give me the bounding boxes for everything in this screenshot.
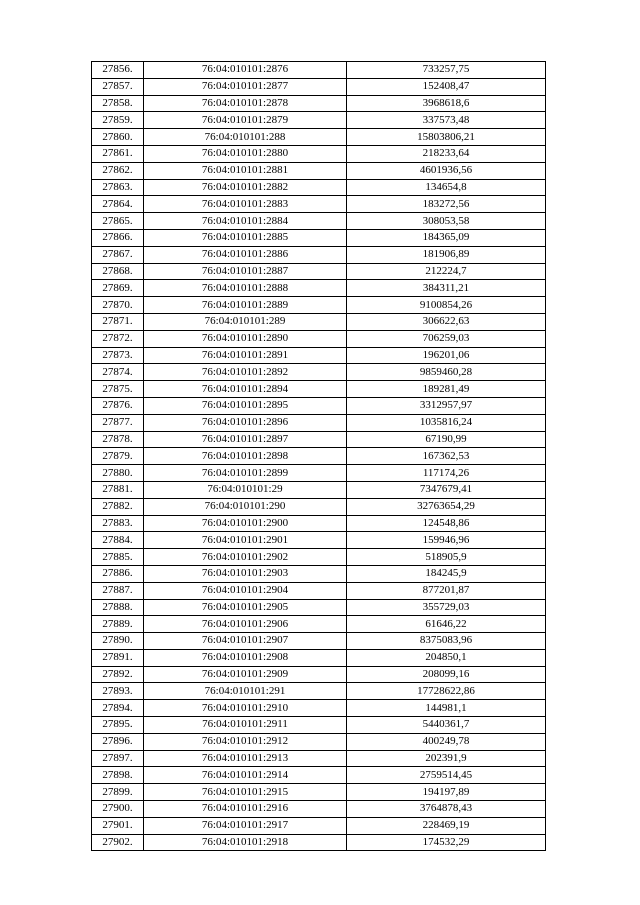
cadastral-number-cell: 76:04:010101:2892 — [144, 364, 347, 381]
cadastral-value-cell: 355729,03 — [347, 599, 546, 616]
row-number-cell: 27856. — [92, 62, 144, 79]
table-row — [92, 498, 546, 515]
row-number-cell: 27884. — [92, 532, 144, 549]
table-row — [92, 263, 546, 280]
cadastral-value-cell: 196201,06 — [347, 347, 546, 364]
table-row — [92, 616, 546, 633]
table-row — [92, 313, 546, 330]
row-number-cell: 27894. — [92, 700, 144, 717]
cadastral-number-cell: 76:04:010101:2890 — [144, 330, 347, 347]
cadastral-value-cell: 134654,8 — [347, 179, 546, 196]
table-row — [92, 767, 546, 784]
row-number-cell: 27881. — [92, 481, 144, 498]
row-number-cell: 27896. — [92, 733, 144, 750]
cadastral-number-cell: 76:04:010101:2879 — [144, 112, 347, 129]
cadastral-value-cell: 189281,49 — [347, 381, 546, 398]
row-number-cell: 27867. — [92, 246, 144, 263]
cadastral-value-cell: 174532,29 — [347, 834, 546, 851]
table-row — [92, 683, 546, 700]
cadastral-value-cell: 159946,96 — [347, 532, 546, 549]
row-number-cell: 27875. — [92, 381, 144, 398]
cadastral-value-cell: 400249,78 — [347, 733, 546, 750]
table-row — [92, 62, 546, 79]
cadastral-number-cell: 76:04:010101:2899 — [144, 465, 347, 482]
cadastral-number-cell: 76:04:010101:2882 — [144, 179, 347, 196]
table-row — [92, 112, 546, 129]
table-row — [92, 733, 546, 750]
table-row — [92, 481, 546, 498]
cadastral-number-cell: 76:04:010101:2917 — [144, 817, 347, 834]
cadastral-value-cell: 32763654,29 — [347, 498, 546, 515]
cadastral-value-cell: 17728622,86 — [347, 683, 546, 700]
cadastral-number-cell: 76:04:010101:2880 — [144, 145, 347, 162]
row-number-cell: 27869. — [92, 280, 144, 297]
cadastral-number-cell: 76:04:010101:2905 — [144, 599, 347, 616]
row-number-cell: 27872. — [92, 330, 144, 347]
row-number-cell: 27882. — [92, 498, 144, 515]
cadastral-number-cell: 76:04:010101:2902 — [144, 549, 347, 566]
table-row — [92, 549, 546, 566]
table-row — [92, 666, 546, 683]
cadastral-value-table — [91, 61, 546, 851]
table-row — [92, 465, 546, 482]
cadastral-number-cell: 76:04:010101:2903 — [144, 565, 347, 582]
cadastral-number-cell: 76:04:010101:2883 — [144, 196, 347, 213]
row-number-cell: 27865. — [92, 213, 144, 230]
row-number-cell: 27868. — [92, 263, 144, 280]
cadastral-value-cell: 306622,63 — [347, 313, 546, 330]
table-row — [92, 834, 546, 851]
table-row — [92, 297, 546, 314]
cadastral-number-cell: 76:04:010101:291 — [144, 683, 347, 700]
cadastral-value-cell: 144981,1 — [347, 700, 546, 717]
cadastral-number-cell: 76:04:010101:2904 — [144, 582, 347, 599]
table-row — [92, 599, 546, 616]
cadastral-number-cell: 76:04:010101:2918 — [144, 834, 347, 851]
row-number-cell: 27861. — [92, 145, 144, 162]
cadastral-number-cell: 76:04:010101:2914 — [144, 767, 347, 784]
row-number-cell: 27876. — [92, 397, 144, 414]
row-number-cell: 27859. — [92, 112, 144, 129]
table-row — [92, 515, 546, 532]
row-number-cell: 27888. — [92, 599, 144, 616]
row-number-cell: 27898. — [92, 767, 144, 784]
row-number-cell: 27860. — [92, 129, 144, 146]
row-number-cell: 27892. — [92, 666, 144, 683]
table-row — [92, 129, 546, 146]
cadastral-value-cell: 518905,9 — [347, 549, 546, 566]
cadastral-number-cell: 76:04:010101:2881 — [144, 162, 347, 179]
cadastral-value-cell: 308053,58 — [347, 213, 546, 230]
cadastral-number-cell: 76:04:010101:2891 — [144, 347, 347, 364]
cadastral-number-cell: 76:04:010101:2898 — [144, 448, 347, 465]
row-number-cell: 27895. — [92, 717, 144, 734]
cadastral-value-cell: 8375083,96 — [347, 633, 546, 650]
table-row — [92, 347, 546, 364]
row-number-cell: 27878. — [92, 431, 144, 448]
cadastral-number-cell: 76:04:010101:2915 — [144, 784, 347, 801]
cadastral-value-cell: 384311,21 — [347, 280, 546, 297]
cadastral-value-cell: 152408,47 — [347, 78, 546, 95]
row-number-cell: 27885. — [92, 549, 144, 566]
row-number-cell: 27858. — [92, 95, 144, 112]
cadastral-value-cell: 183272,56 — [347, 196, 546, 213]
table-row — [92, 414, 546, 431]
cadastral-number-cell: 76:04:010101:2912 — [144, 733, 347, 750]
cadastral-value-cell: 202391,9 — [347, 750, 546, 767]
cadastral-number-cell: 76:04:010101:290 — [144, 498, 347, 515]
cadastral-value-cell: 877201,87 — [347, 582, 546, 599]
row-number-cell: 27902. — [92, 834, 144, 851]
row-number-cell: 27880. — [92, 465, 144, 482]
table-row — [92, 179, 546, 196]
row-number-cell: 27864. — [92, 196, 144, 213]
row-number-cell: 27862. — [92, 162, 144, 179]
row-number-cell: 27879. — [92, 448, 144, 465]
cadastral-value-cell: 706259,03 — [347, 330, 546, 347]
row-number-cell: 27863. — [92, 179, 144, 196]
table-row — [92, 431, 546, 448]
cadastral-number-cell: 76:04:010101:2877 — [144, 78, 347, 95]
cadastral-value-cell: 1035816,24 — [347, 414, 546, 431]
table-row — [92, 162, 546, 179]
cadastral-number-cell: 76:04:010101:288 — [144, 129, 347, 146]
row-number-cell: 27899. — [92, 784, 144, 801]
cadastral-value-cell: 184245,9 — [347, 565, 546, 582]
cadastral-number-cell: 76:04:010101:2888 — [144, 280, 347, 297]
cadastral-value-cell: 3764878,43 — [347, 801, 546, 818]
table-row — [92, 750, 546, 767]
cadastral-number-cell: 76:04:010101:2909 — [144, 666, 347, 683]
row-number-cell: 27866. — [92, 229, 144, 246]
cadastral-value-cell: 204850,1 — [347, 649, 546, 666]
table-row — [92, 801, 546, 818]
table-row — [92, 229, 546, 246]
row-number-cell: 27900. — [92, 801, 144, 818]
cadastral-value-table-page — [91, 61, 542, 851]
table-row — [92, 78, 546, 95]
cadastral-value-cell: 228469,19 — [347, 817, 546, 834]
table-row — [92, 381, 546, 398]
cadastral-number-cell: 76:04:010101:2894 — [144, 381, 347, 398]
cadastral-value-cell: 3312957,97 — [347, 397, 546, 414]
row-number-cell: 27887. — [92, 582, 144, 599]
table-row — [92, 784, 546, 801]
table-row — [92, 582, 546, 599]
table-row — [92, 700, 546, 717]
cadastral-number-cell: 76:04:010101:2911 — [144, 717, 347, 734]
row-number-cell: 27877. — [92, 414, 144, 431]
cadastral-number-cell: 76:04:010101:2885 — [144, 229, 347, 246]
cadastral-number-cell: 76:04:010101:2913 — [144, 750, 347, 767]
cadastral-value-cell: 124548,86 — [347, 515, 546, 532]
cadastral-value-cell: 4601936,56 — [347, 162, 546, 179]
cadastral-value-cell: 181906,89 — [347, 246, 546, 263]
cadastral-value-cell: 7347679,41 — [347, 481, 546, 498]
row-number-cell: 27889. — [92, 616, 144, 633]
table-row — [92, 448, 546, 465]
cadastral-value-cell: 9100854,26 — [347, 297, 546, 314]
table-row — [92, 196, 546, 213]
row-number-cell: 27874. — [92, 364, 144, 381]
cadastral-value-cell: 184365,09 — [347, 229, 546, 246]
table-row — [92, 280, 546, 297]
table-row — [92, 649, 546, 666]
cadastral-value-cell: 208099,16 — [347, 666, 546, 683]
cadastral-number-cell: 76:04:010101:2906 — [144, 616, 347, 633]
row-number-cell: 27901. — [92, 817, 144, 834]
cadastral-value-cell: 5440361,7 — [347, 717, 546, 734]
row-number-cell: 27893. — [92, 683, 144, 700]
table-row — [92, 817, 546, 834]
cadastral-value-cell: 117174,26 — [347, 465, 546, 482]
cadastral-value-cell: 67190,99 — [347, 431, 546, 448]
row-number-cell: 27890. — [92, 633, 144, 650]
table-row — [92, 565, 546, 582]
table-row — [92, 330, 546, 347]
cadastral-number-cell: 76:04:010101:29 — [144, 481, 347, 498]
row-number-cell: 27870. — [92, 297, 144, 314]
cadastral-number-cell: 76:04:010101:2884 — [144, 213, 347, 230]
cadastral-number-cell: 76:04:010101:2886 — [144, 246, 347, 263]
cadastral-number-cell: 76:04:010101:2876 — [144, 62, 347, 79]
table-row — [92, 633, 546, 650]
table-body — [92, 62, 546, 851]
cadastral-number-cell: 76:04:010101:2895 — [144, 397, 347, 414]
row-number-cell: 27857. — [92, 78, 144, 95]
table-row — [92, 95, 546, 112]
cadastral-value-cell: 2759514,45 — [347, 767, 546, 784]
table-row — [92, 364, 546, 381]
table-row — [92, 246, 546, 263]
cadastral-number-cell: 76:04:010101:2901 — [144, 532, 347, 549]
row-number-cell: 27897. — [92, 750, 144, 767]
table-row — [92, 717, 546, 734]
cadastral-value-cell: 3968618,6 — [347, 95, 546, 112]
cadastral-value-cell: 194197,89 — [347, 784, 546, 801]
cadastral-number-cell: 76:04:010101:2887 — [144, 263, 347, 280]
cadastral-value-cell: 61646,22 — [347, 616, 546, 633]
row-number-cell: 27873. — [92, 347, 144, 364]
cadastral-number-cell: 76:04:010101:2908 — [144, 649, 347, 666]
row-number-cell: 27871. — [92, 313, 144, 330]
cadastral-value-cell: 167362,53 — [347, 448, 546, 465]
cadastral-value-cell: 733257,75 — [347, 62, 546, 79]
cadastral-number-cell: 76:04:010101:2907 — [144, 633, 347, 650]
table-row — [92, 532, 546, 549]
table-row — [92, 397, 546, 414]
cadastral-value-cell: 218233,64 — [347, 145, 546, 162]
row-number-cell: 27891. — [92, 649, 144, 666]
cadastral-value-cell: 212224,7 — [347, 263, 546, 280]
cadastral-number-cell: 76:04:010101:2878 — [144, 95, 347, 112]
row-number-cell: 27883. — [92, 515, 144, 532]
table-row — [92, 145, 546, 162]
cadastral-number-cell: 76:04:010101:2897 — [144, 431, 347, 448]
cadastral-number-cell: 76:04:010101:289 — [144, 313, 347, 330]
cadastral-number-cell: 76:04:010101:2900 — [144, 515, 347, 532]
cadastral-number-cell: 76:04:010101:2916 — [144, 801, 347, 818]
cadastral-number-cell: 76:04:010101:2896 — [144, 414, 347, 431]
row-number-cell: 27886. — [92, 565, 144, 582]
cadastral-value-cell: 15803806,21 — [347, 129, 546, 146]
cadastral-number-cell: 76:04:010101:2889 — [144, 297, 347, 314]
cadastral-number-cell: 76:04:010101:2910 — [144, 700, 347, 717]
cadastral-value-cell: 337573,48 — [347, 112, 546, 129]
table-row — [92, 213, 546, 230]
cadastral-value-cell: 9859460,28 — [347, 364, 546, 381]
